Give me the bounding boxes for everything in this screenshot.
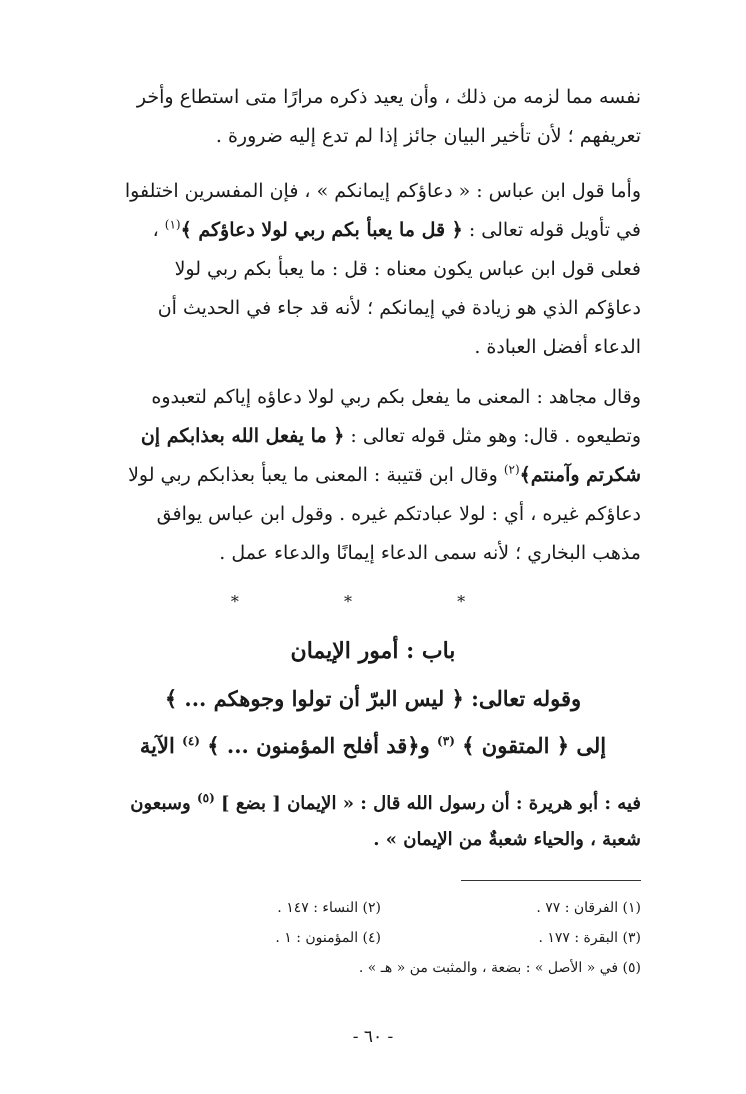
- hadith-text: [97, 786, 641, 858]
- quran-quote: ﴿ ما يفعل الله بعذابكم إن: [140, 425, 345, 447]
- text-run: شعبة ، والحياء شعبةٌ من الإيمان » .: [373, 829, 641, 850]
- page-number: - ٦٠ -: [352, 1027, 394, 1047]
- paragraph-2: [107, 172, 641, 367]
- footnote-row: [101, 893, 641, 923]
- text-run: في تأويل قوله تعالى :: [462, 219, 641, 241]
- paragraph-line: نفسه مما لزمه من ذلك ، وأن يعيد ذكره مرارًا متى استطاع وأخر: [136, 86, 641, 108]
- paragraph-line: دعاؤكم غيره ، أي : لولا عبادتكم غيره . وقول ابن عباس يوافق: [156, 503, 641, 525]
- paragraph-line: مذهب البخاري ؛ لأنه سمى الدعاء إيمانًا والدعاء عمل .: [219, 542, 641, 564]
- footnote-item: (٣) البقرة : ١٧٧ .: [538, 930, 641, 946]
- footnote-item: (٤) المؤمنون : ١ .: [275, 930, 381, 946]
- footnote-divider: [461, 880, 641, 881]
- footnote-row: [101, 923, 641, 953]
- paragraph-1: [107, 78, 641, 156]
- footnote-ref: (٣): [437, 734, 455, 748]
- paragraph-line: الدعاء أفضل العبادة .: [474, 336, 641, 358]
- text-run: إلى ﴿ المتقون ﴾: [454, 733, 607, 758]
- footnote-item: (١) الفرقان : ٧٧ .: [536, 900, 641, 916]
- paragraph-line: وقال مجاهد : المعنى ما يفعل بكم ربي لولا دعاؤه إياكم لتعبدوه: [151, 386, 641, 408]
- paragraph-line: [107, 456, 641, 495]
- footnote-ref: (٢): [503, 462, 520, 477]
- chapter-verse-line: [0, 733, 746, 758]
- text-run: وتطيعوه . قال: وهو مثل قوله تعالى :: [344, 425, 641, 447]
- quran-quote: شكرتم وآمنتم﴾: [519, 464, 641, 486]
- paragraph-line: [107, 211, 641, 250]
- paragraph-line: دعاؤكم الذي هو زيادة في إيمانكم ؛ لأنه قد جاء في الحديث أن: [157, 297, 641, 319]
- section-separator: * * *: [230, 592, 516, 611]
- chapter-verse-line: وقوله تعالى: ﴿ ليس البرّ أن تولوا وجوهكم ... ﴾: [164, 686, 582, 711]
- text-run: وسبعون: [130, 793, 197, 814]
- footnote-ref: (٤): [182, 734, 200, 748]
- text-run: و﴿قد أفلح المؤمنون ... ﴾: [199, 733, 438, 758]
- footnote-row: [101, 953, 641, 983]
- footnotes: [101, 893, 641, 983]
- text-run: ،: [152, 219, 165, 241]
- paragraph-line: [107, 417, 641, 456]
- paragraph-line: تعريفهم ؛ لأن تأخير البيان جائز إذا لم تدع إليه ضرورة .: [215, 125, 641, 147]
- quran-quote: ﴿ قل ما يعبأ بكم ربي لولا دعاؤكم ﴾: [180, 219, 463, 241]
- footnote-ref: (٥): [196, 791, 215, 805]
- paragraph-line: فعلى قول ابن عباس يكون معناه : قل : ما يعبأ بكم ربي لولا: [174, 258, 641, 280]
- text-run: وقال ابن قتيبة : المعنى ما يعبأ بعذابكم ربي لولا: [128, 464, 504, 486]
- footnote-item: (٥) في « الأصل » : بضعة ، والمثبت من « هـ » .: [358, 960, 641, 976]
- paragraph-line: وأما قول ابن عباس : « دعاؤكم إيمانكم » ، فإن المفسرين اختلفوا: [124, 180, 641, 202]
- footnote-ref: (١): [164, 217, 181, 232]
- paragraph-3: [107, 378, 641, 573]
- text-run: فيه : أبو هريرة : أن رسول الله قال : « الإيمان [ بضع ]: [214, 793, 641, 814]
- chapter-title: باب : أمور الإيمان: [290, 638, 456, 664]
- text-run: الآية: [139, 733, 183, 758]
- footnote-item: (٢) النساء : ١٤٧ .: [277, 900, 381, 916]
